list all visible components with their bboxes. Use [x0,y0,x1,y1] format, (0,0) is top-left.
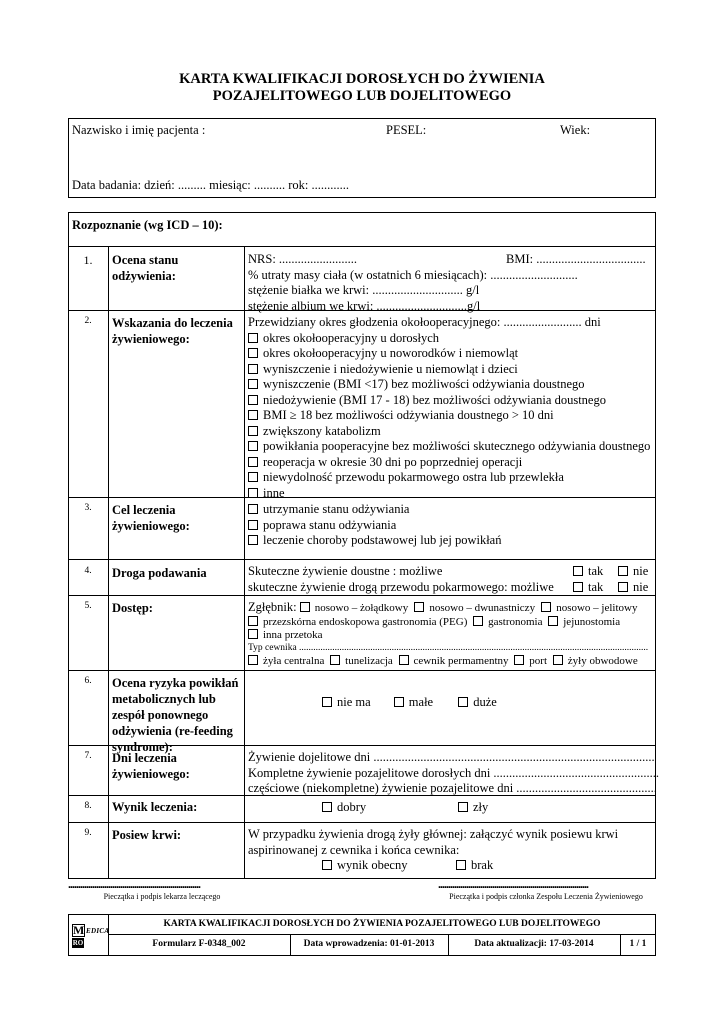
checkbox[interactable] [618,566,628,576]
row-number: 1. [83,253,93,267]
row-divider [68,246,656,247]
indication-option[interactable]: zwiększony katabolizm [248,424,650,440]
indication-option[interactable]: powikłania pooperacyjne bez możliwości skutecznego odżywiania doustnego [248,439,650,455]
nrs-field[interactable]: NRS: ......................... [248,252,358,266]
checkbox[interactable] [473,616,483,626]
column-divider [244,246,245,879]
checkbox[interactable] [248,457,258,467]
probe-option[interactable]: nosowo – dwunastniczy [414,602,535,614]
physician-signature-line[interactable]: .................................................................. [68,877,200,891]
intro-date: Data wprowadzenia: 01-01-2013 [303,939,435,949]
checkbox[interactable] [322,802,332,812]
checkbox[interactable] [248,395,258,405]
row-number: 4. [84,566,92,576]
outcome-content [322,800,489,816]
checkbox[interactable] [248,616,258,626]
checkbox[interactable] [456,860,466,870]
team-member-signature-caption: Pieczątka i podpis członka Zespołu Leczenia Żywieniowego [449,892,643,901]
goal-label: Cel leczenia żywieniowego: [112,503,190,533]
checkbox[interactable] [248,379,258,389]
goal-option[interactable]: leczenie choroby podstawowej lub jej powikłań [248,533,501,549]
indications-content [248,315,650,501]
albumin-field[interactable]: stężenie albium we krwi: .............................g/l [248,298,481,313]
checkbox[interactable] [248,655,258,665]
checkbox[interactable] [248,535,258,545]
form-number: Formularz F-0348_002 [152,939,246,949]
checkbox[interactable] [541,602,551,612]
result-absent-option[interactable]: brak [456,858,493,874]
refeeding-risk-content [322,695,497,711]
access-content [248,600,648,667]
goal-option[interactable]: poprawa stanu odżywiania [248,518,501,534]
checkbox[interactable] [248,426,258,436]
route-label: Droga podawania [112,566,207,580]
stoma-option[interactable]: przezskórna endoskopowa gastronomia (PEG) [248,616,467,628]
stoma-option[interactable]: gastronomia [473,616,542,628]
route-content [248,564,652,595]
team-member-signature-line[interactable]: ........................................................................... [438,877,588,891]
parenteral-full-days-field[interactable]: Kompletne żywienie pozajelitowe dorosłych dni ..................................................... [248,765,660,780]
indication-option[interactable]: reoperacja w okresie 30 dni po poprzedniej operacji [248,455,650,471]
row-number: 6. [84,676,92,686]
checkbox[interactable] [248,410,258,420]
checkbox[interactable] [458,802,468,812]
checkbox[interactable] [618,582,628,592]
blood-culture-content [248,827,618,874]
checkbox[interactable] [300,602,310,612]
enteral-no-option[interactable]: nie [618,580,648,596]
enteral-route-text: skuteczne żywienie drogą przewodu pokarmowego: możliwe [248,579,554,594]
checkbox[interactable] [573,582,583,592]
checkbox[interactable] [399,655,409,665]
row-number: 7. [84,751,92,761]
outcome-label: Wynik leczenia: [112,800,198,814]
pesel-label[interactable]: PESEL: [386,123,427,137]
page-number: 1 / 1 [629,939,647,949]
parenteral-partial-days-field[interactable]: częściowe (niekompletne) żywienie pozajelitowe dni ............................................. [248,781,657,795]
checkbox[interactable] [458,697,468,707]
fasting-period-field[interactable]: Przewidziany okres głodzenia okołooperacyjnego: ......................... dni [248,315,601,329]
column-divider [108,246,109,879]
indication-option[interactable]: okres okołooperacyjny u dorosłych [248,331,650,347]
indication-option[interactable]: wyniszczenie i niedożywienie u niemowląt i dzieci [248,362,650,378]
page-title-line2: POZAJELITOWEGO LUB DOJELITOWEGO [212,88,512,104]
weight-loss-field[interactable]: % utraty masy ciała (w ostatnich 6 miesiącach): ............................ [248,267,578,282]
refeeding-risk-label: Ocena ryzyka powikłań metabolicznych lub zespół ponownego odżywienia (re-feeding syndrome): [112,676,239,754]
checkbox[interactable] [248,488,258,498]
treatment-days-label: Dni leczenia żywieniowego: [112,751,190,781]
enteral-yes-option[interactable]: tak [573,580,603,596]
row-number: 3. [84,503,92,513]
risk-option-low[interactable]: małe [394,695,433,709]
catheter-option[interactable]: żyły obwodowe [553,655,638,667]
catheter-option[interactable]: port [514,655,547,667]
other-fistula-option[interactable]: inna przetoka [248,628,648,641]
medica-pro-logo: M EDICA RO [72,923,110,947]
row-divider [68,559,656,560]
row-divider [68,822,656,823]
checkbox[interactable] [414,602,424,612]
checkbox[interactable] [514,655,524,665]
update-date: Data aktualizacji: 17-03-2014 [474,939,594,949]
indication-option[interactable]: okres okołooperacyjny u noworodków i niemowląt [248,346,650,362]
checkbox[interactable] [248,520,258,530]
checkbox[interactable] [330,655,340,665]
oral-route-text: Skuteczne żywienie doustne : możliwe [248,564,443,578]
checkbox[interactable] [573,566,583,576]
stoma-option[interactable]: jejunostomia [548,616,620,628]
catheter-option[interactable]: żyła centralna [248,655,324,667]
checkbox[interactable] [553,655,563,665]
goal-option[interactable]: utrzymanie stanu odżywiania [248,502,501,518]
indications-label: Wskazania do leczenia żywieniowego: [112,316,233,346]
blood-culture-instruction: W przypadku żywienia drogą żyły głównej: załączyć wynik posiewu krwi [248,827,619,841]
row-divider [68,595,656,596]
outcome-good-option[interactable]: dobry [322,800,366,814]
blood-culture-instruction-2: aspirinowanej z cewnika i końca cewnika: [248,842,460,857]
access-label: Dostęp: [112,601,153,615]
diagnosis-label[interactable]: Rozpoznanie (wg ICD – 10): [72,218,223,232]
checkbox[interactable] [248,629,258,639]
checkbox[interactable] [248,441,258,451]
enteral-days-field[interactable]: Żywienie dojelitowe dni .......................................................................................... [248,750,655,764]
catheter-option[interactable]: tunelizacja [330,655,393,667]
probe-label: Zgłębnik: [248,600,297,614]
patient-name-label[interactable]: Nazwisko i imię pacjenta : [72,123,206,137]
indication-option[interactable]: niedożywienie (BMI 17 - 18) bez możliwości odżywiania doustnego [248,393,650,409]
row-number: 5. [84,601,92,611]
oral-no-option[interactable]: nie [618,564,648,580]
footer-title: KARTA KWALIFIKACJI DOROSŁYCH DO ŻYWIENIA POZAJELITOWEGO LUB DOJELITOWEGO [163,919,601,929]
checkbox[interactable] [248,333,258,343]
indication-option[interactable]: niewydolność przewodu pokarmowego ostra lub przewlekła [248,470,650,486]
page-title-line1: KARTA KWALIFIKACJI DOROSŁYCH DO ŻYWIENIA [179,71,545,87]
result-present-option[interactable]: wynik obecny [322,858,407,874]
checkbox[interactable] [322,860,332,870]
risk-option-none[interactable]: nie ma [322,695,371,709]
goal-content [248,502,501,549]
indication-option[interactable]: inne [248,486,650,502]
probe-option[interactable]: nosowo – żołądkowy [300,602,409,614]
treatment-days-content [248,750,659,797]
probe-option[interactable]: nosowo – jelitowy [541,602,637,614]
checkbox[interactable] [548,616,558,626]
exam-date-label[interactable]: Data badania: dzień: ......... miesiąc: .......... rok: ............ [72,178,350,192]
catheter-type-field[interactable]: Typ cewnika ................................................................................................................................................... [248,643,649,653]
catheter-option[interactable]: cewnik permamentny [399,655,509,667]
checkbox[interactable] [248,472,258,482]
age-label[interactable]: Wiek: [560,123,591,137]
checkbox[interactable] [248,364,258,374]
protein-field[interactable]: stężenie białka we krwi: ............................. g/l [248,283,480,297]
bmi-field[interactable]: BMI: ................................... [506,252,646,266]
row-number: 9. [84,828,92,838]
nutrition-status-label: Ocena stanu odżywienia: [112,253,179,283]
footer-divider [108,934,656,935]
nutrition-status-content [248,252,646,314]
row-number: 2. [84,316,92,326]
checkbox[interactable] [322,697,332,707]
logo-text-top: EDICA [86,927,110,935]
risk-option-high[interactable]: duże [458,695,497,709]
indication-option[interactable]: wyniszczenie (BMI <17) bez możliwości odżywiania doustnego [248,377,650,393]
checkbox[interactable] [248,504,258,514]
checkbox[interactable] [394,697,404,707]
row-number: 8. [84,801,92,811]
logo-text-bottom: RO [72,939,84,947]
blood-culture-label: Posiew krwi: [112,828,182,842]
indication-option[interactable]: BMI ≥ 18 bez możliwości odżywiania doustnego > 10 dni [248,408,650,424]
row-divider [68,670,656,671]
physician-signature-caption: Pieczątka i podpis lekarza leczącego [103,892,221,901]
oral-yes-option[interactable]: tak [573,564,603,580]
checkbox[interactable] [248,348,258,358]
outcome-bad-option[interactable]: zły [458,800,488,816]
